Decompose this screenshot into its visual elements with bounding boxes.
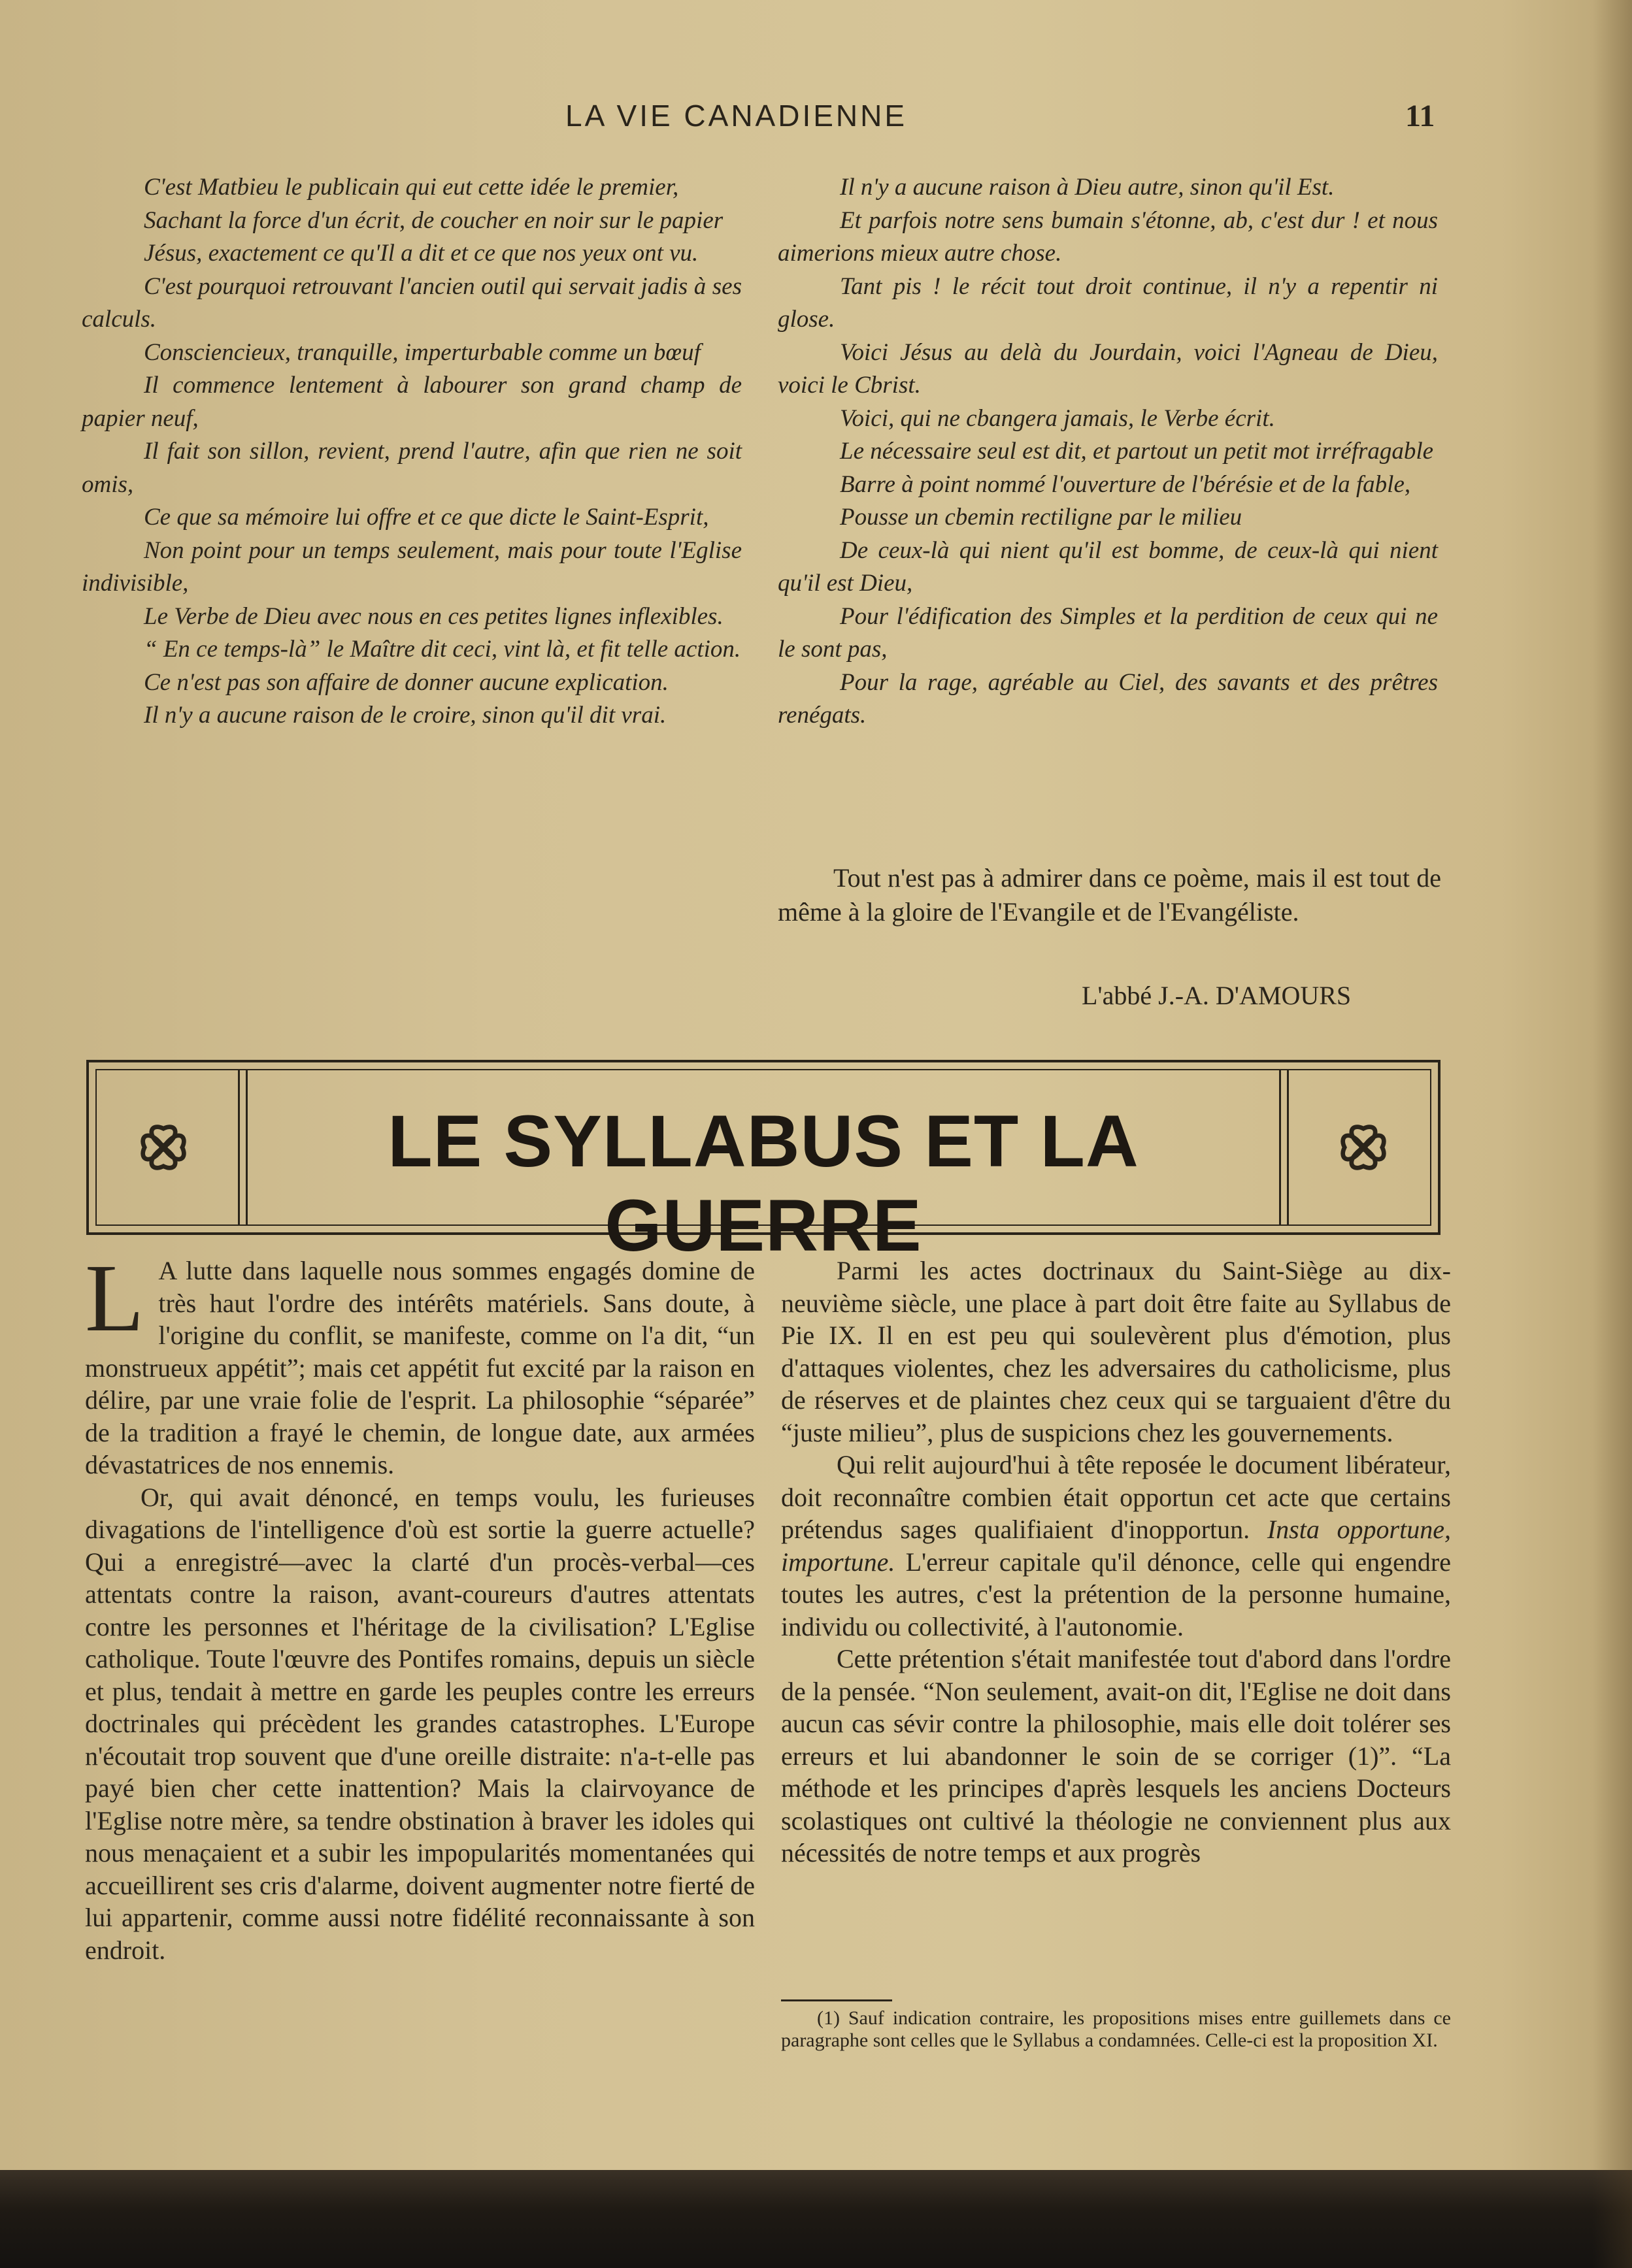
footnote-rule	[781, 1999, 892, 2001]
poem-line: C'est Matbieu le publicain qui eut cette idée le premier,	[144, 174, 679, 201]
poem-line: Il commence lentement à labourer son grand champ de papier neuf,	[82, 372, 742, 432]
article-paragraph: Or, qui avait dénoncé, en temps voulu, les furieuses divagations de l'intelligence d'où est sortie la guerre actuelle? Qui a enregistré—avec la clarté d'un procès-verbal—ces attentats contre la raison, avant-coureurs d'autres attentats contre les personnes et l'héritage de la civilisation? L'Eglise catholique. Toute l'œuvre des Pontifes romains, depuis un siècle et plus, tendait à mettre en garde les peuples contre les erreurs doctrinales qui précèdent les grandes catastrophes. L'Europe n'écoutait trop souvent que d'une oreille distraite: n'a-t-elle pas payé bien cher cette inattention? Mais la clairvoyance de l'Eglise notre mère, sa tendre obstination à braver les idoles qui nous menaçaient et a subir les impopularités momentanées qui accueillirent ses cris d'alarme, doivent augmenter notre fierté de lui appartenir, comme aussi notre fidélité reconnaissante à son endroit.	[85, 1482, 755, 1965]
banner-divider	[238, 1069, 240, 1226]
article-paragraph: Parmi les actes doctrinaux du Saint-Siège au dix-neuvième siècle, une place à part doit être faite au Syllabus de Pie IX. Il en est peu qui soulevèrent plus d'émotion, plus d'attaques violentes, chez les adversaires du catholicisme, plus de réserves et de plaintes chez ceux qui se targuaient d'être du “juste milieu”, plus de suspicions chez les gouvernements.	[781, 1256, 1451, 1447]
footnote	[781, 2007, 1451, 2052]
poem-right-column	[778, 171, 1438, 732]
scan-bottom-edge	[0, 2170, 1632, 2268]
author-signature: L'abbé J.-A. D'AMOURS	[1082, 981, 1352, 1010]
floral-ornament-icon	[132, 1116, 195, 1179]
poem-line: Non point pour un temps seulement, mais pour toute l'Eglise indivisible,	[82, 536, 742, 597]
article-paragraph	[781, 1449, 1451, 1643]
poem-line: Il n'y a aucune raison à Dieu autre, sinon qu'il Est.	[840, 174, 1335, 201]
article-paragraph	[85, 1245, 755, 1481]
poem-line: “ En ce temps-là” le Maître dit ceci, vint là, et fit telle action.	[144, 636, 741, 663]
poem-line: De ceux-là qui nient qu'il est bomme, de ceux-là qui nient qu'il est Dieu,	[778, 536, 1438, 597]
poem-line: Consciencieux, tranquille, imperturbable comme un bœuf	[144, 338, 701, 366]
poem-line: Barre à point nommé l'ouverture de l'bérésie et de la fable,	[840, 470, 1411, 498]
article-paragraph: Cette prétention s'était manifestée tout d'abord dans l'ordre de la pensée. “Non seulement, avait-on dit, l'Eglise ne doit dans aucun cas sévir contre la philosophie, mais elle doit tolérer ses erreurs et lui abandonner le soin de se corriger (1)”. “La méthode et les principes d'après lesquels les anciens Docteurs scolastiques ont cultivé la théologie ne conviennent plus aux nécessités de notre temps et aux progrès	[781, 1644, 1451, 1867]
poem-line: Il n'y a aucune raison de le croire, sinon qu'il dit vrai.	[144, 702, 667, 729]
footnote-text: (1) Sauf indication contraire, les propositions mises entre guillemets dans ce paragraphe sont celles que le Syllabus a condamnées. Celle-ci est la proposition XI.	[781, 2007, 1451, 2051]
paragraph-text: Qui relit aujourd'hui à tête reposée le document libérateur, doit reconnaître combien était opportun cet acte que certains prétendus sages qualifiaient d'inopportun.	[781, 1450, 1451, 1544]
article-title-banner	[86, 1060, 1440, 1266]
poem-line: Et parfois notre sens bumain s'étonne, ab, c'est dur ! et nous aimerions mieux autre chose.	[778, 206, 1438, 267]
poem-line: Pour la rage, agréable au Ciel, des savants et des prêtres renégats.	[778, 668, 1438, 729]
poem-line: Tant pis ! le récit tout droit continue, il n'y a repentir ni glose.	[778, 272, 1438, 333]
banner-divider	[1279, 1069, 1281, 1226]
poem-line: Le nécessaire seul est dit, et partout un petit mot irréfragable	[840, 438, 1434, 465]
poem-line: Jésus, exactement ce qu'Il a dit et ce que nos yeux ont vu.	[144, 240, 699, 267]
article-right-column	[781, 1255, 1451, 1869]
poem-line: Ce que sa mémoire lui offre et ce que dicte le Saint-Esprit,	[144, 504, 709, 531]
poem-line: Ce n'est pas son affaire de donner aucune explication.	[144, 668, 669, 696]
poem-line: Voici, qui ne cbangera jamais, le Verbe écrit.	[840, 404, 1275, 432]
closing-text: Tout n'est pas à admirer dans ce poème, mais il est tout de même à la gloire de l'Evangile et de l'Evangéliste.	[778, 863, 1441, 927]
closing-paragraph	[778, 861, 1441, 929]
poem-line: Voici Jésus au delà du Jourdain, voici l'Agneau de Dieu, voici le Cbrist.	[778, 338, 1438, 399]
paragraph-text: L'erreur capitale qu'il dénonce, celle qui engendre toutes les autres, c'est la prétention de la personne humaine, individu ou collectivité, à l'autonomie.	[781, 1547, 1451, 1641]
poem-line: Pousse un cbemin rectiligne par le milieu	[840, 504, 1242, 531]
banner-divider	[1287, 1069, 1289, 1226]
magazine-title: LA VIE CANADIENNE	[565, 99, 908, 133]
article-title: LE SYLLABUS ET LA GUERRE	[388, 1100, 1139, 1266]
floral-ornament-icon	[1332, 1116, 1395, 1179]
poem-line: Le Verbe de Dieu avec nous en ces petites lignes inflexibles.	[144, 602, 724, 630]
poem-line: Pour l'édification des Simples et la perdition de ceux qui ne le sont pas,	[778, 602, 1438, 663]
article-left-column	[85, 1245, 755, 1966]
banner-divider	[246, 1069, 248, 1226]
page-number: 11	[1405, 99, 1435, 133]
drop-cap: L	[85, 1245, 144, 1352]
poem-line: Sachant la force d'un écrit, de coucher en noir sur le papier	[144, 206, 724, 234]
poem-line: Il fait son sillon, revient, prend l'autre, afin que rien ne soit omis,	[82, 438, 742, 498]
poem-left-column	[82, 171, 742, 732]
poem-line: C'est pourquoi retrouvant l'ancien outil qui servait jadis à ses calculs.	[82, 272, 742, 333]
paragraph-text: A lutte dans laquelle nous sommes engagés domine de très haut l'ordre des intérêts matériels. Sans doute, à l'origine du conflit, se manifeste, comme on l'a dit, “un monstrueux appétit”; mais cet appétit fut excité par la raison en délire, par une vraie folie de l'esprit. La philosophie “séparée” de la tradition a frayé le chemin, de longue date, aux armées dévastatrices de nos ennemis.	[85, 1256, 755, 1479]
latin-quotation: Insta opportune, importune.	[781, 1515, 1451, 1577]
